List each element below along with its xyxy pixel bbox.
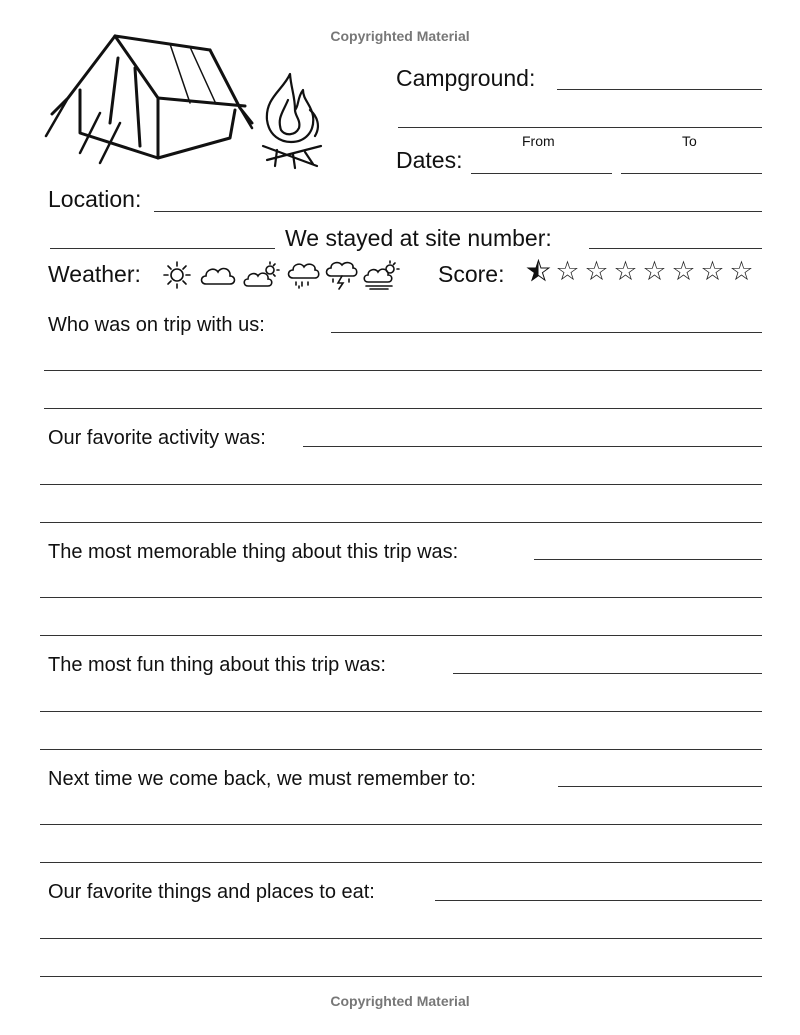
copyright-notice-bottom: Copyrighted Material [330, 993, 470, 1009]
campground-field-line[interactable] [557, 89, 762, 90]
site-number-field-line[interactable] [589, 248, 762, 249]
campground-label: Campground: [396, 65, 536, 91]
windy-sun-icon[interactable] [362, 260, 402, 290]
memorable-field-line[interactable] [534, 559, 762, 560]
date-to-label: To [682, 133, 697, 149]
activity-prompt: Our favorite activity was: [48, 427, 266, 449]
dates-label: Dates: [396, 147, 463, 173]
date-from-label: From [522, 133, 555, 149]
star-icon[interactable]: ☆ [642, 256, 667, 286]
cloud-icon[interactable] [198, 260, 238, 290]
location-field-line[interactable] [154, 211, 762, 212]
memorable-prompt: The most memorable thing about this trip was: [48, 541, 459, 563]
star-icon[interactable]: ☆ [613, 256, 638, 286]
star-icon[interactable]: ☆ [700, 256, 725, 286]
remember-field-line-2[interactable] [40, 824, 762, 825]
tent-icon [40, 28, 260, 168]
fun-field-line-3[interactable] [40, 749, 762, 750]
fun-field-line-2[interactable] [40, 711, 762, 712]
weather-icon-group [160, 260, 402, 290]
who-field-line-3[interactable] [44, 408, 762, 409]
eat-field-line[interactable] [435, 900, 762, 901]
star-icon[interactable]: ☆ [729, 256, 754, 286]
weather-label: Weather: [48, 261, 141, 287]
remember-field-line-3[interactable] [40, 862, 762, 863]
fun-field-line[interactable] [453, 673, 762, 674]
who-field-line-2[interactable] [44, 370, 762, 371]
thunderstorm-icon[interactable] [324, 260, 358, 290]
eat-prompt: Our favorite things and places to eat: [48, 881, 375, 903]
campfire-icon [255, 70, 330, 170]
date-to-field-line[interactable] [621, 173, 762, 174]
location-label: Location: [48, 186, 142, 212]
remember-prompt: Next time we come back, we must remember to: [48, 768, 476, 790]
activity-field-line-3[interactable] [40, 522, 762, 523]
star-icon[interactable]: ☆ [671, 256, 696, 286]
score-label: Score: [438, 261, 505, 287]
eat-field-line-3[interactable] [40, 976, 762, 977]
sun-icon[interactable] [160, 260, 194, 290]
eat-field-line-2[interactable] [40, 938, 762, 939]
copyright-notice-top: Copyrighted Material [330, 28, 470, 44]
location-field-line-2[interactable] [50, 248, 275, 249]
fun-prompt: The most fun thing about this trip was: [48, 654, 386, 676]
who-field-line[interactable] [331, 332, 762, 333]
memorable-field-line-2[interactable] [40, 597, 762, 598]
memorable-field-line-3[interactable] [40, 635, 762, 636]
who-prompt: Who was on trip with us: [48, 314, 265, 336]
remember-field-line[interactable] [558, 786, 762, 787]
campground-field-line-2[interactable] [398, 127, 762, 128]
star-icon[interactable]: ☆ [584, 256, 609, 286]
half-star-icon[interactable]: ★ [524, 258, 553, 285]
activity-field-line-2[interactable] [40, 484, 762, 485]
activity-field-line[interactable] [303, 446, 762, 447]
rain-icon[interactable] [286, 260, 320, 290]
site-number-label: We stayed at site number: [285, 225, 552, 251]
partly-cloudy-icon[interactable] [242, 260, 282, 290]
date-from-field-line[interactable] [471, 173, 612, 174]
score-star-rating[interactable] [524, 258, 756, 285]
star-icon[interactable]: ☆ [555, 256, 580, 286]
